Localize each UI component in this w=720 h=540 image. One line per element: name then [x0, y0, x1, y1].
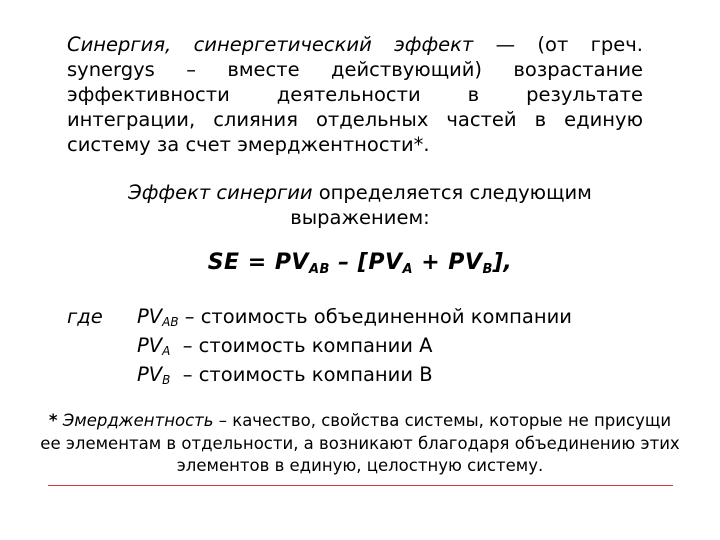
- legend-text: – стоимость объединенной компании: [178, 305, 572, 328]
- legend-text: – стоимость компании В: [170, 363, 433, 386]
- legend-symbol: PV: [137, 334, 163, 357]
- formula-mid2: + PV: [413, 250, 483, 275]
- formula-lhs: SE = PV: [207, 250, 309, 275]
- legend-symbol: PV: [137, 305, 163, 328]
- legend-subscript: B: [162, 373, 171, 387]
- divider-line: [48, 485, 673, 486]
- formula-sub-ab: AB: [308, 262, 330, 277]
- footnote-term: Эмерджентность: [57, 411, 214, 430]
- legend-list: [137, 305, 572, 392]
- footnote-text: – качество, свойства системы, которые не присущи ее элементам в отдельности, а возникают благодаря объединению этих элементов в единую, целостную систему.: [40, 411, 680, 475]
- legend-row: [137, 305, 572, 334]
- legend-row: [137, 334, 572, 363]
- intro-rest: определяется следующим выражением:: [290, 181, 592, 229]
- definition-term: Синергия, синергетический эффект —: [67, 33, 516, 56]
- formula-mid1: – [PV: [329, 250, 403, 275]
- definition-paragraph: [67, 32, 643, 157]
- where-label: где: [67, 305, 103, 328]
- legend-row: [137, 363, 572, 392]
- footnote: [40, 410, 680, 478]
- legend-subscript: A: [162, 344, 171, 358]
- formula-sub-b: B: [482, 262, 493, 277]
- legend-subscript: AB: [162, 315, 179, 329]
- legend-symbol: PV: [137, 363, 163, 386]
- intro-paragraph: [80, 180, 640, 230]
- definition-body: (от греч. synergys – вместе действующий) возрастание эффективности деятельности в результате интеграции, слияния отдельных частей в единую систему за счет эмерджентности*.: [67, 33, 643, 156]
- formula-sub-a: A: [402, 262, 414, 277]
- legend-text: – стоимость компании А: [170, 334, 433, 357]
- formula: [0, 250, 720, 277]
- formula-end: ],: [492, 250, 513, 275]
- footnote-star: *: [48, 411, 58, 430]
- intro-term: Эффект синергии: [128, 181, 313, 204]
